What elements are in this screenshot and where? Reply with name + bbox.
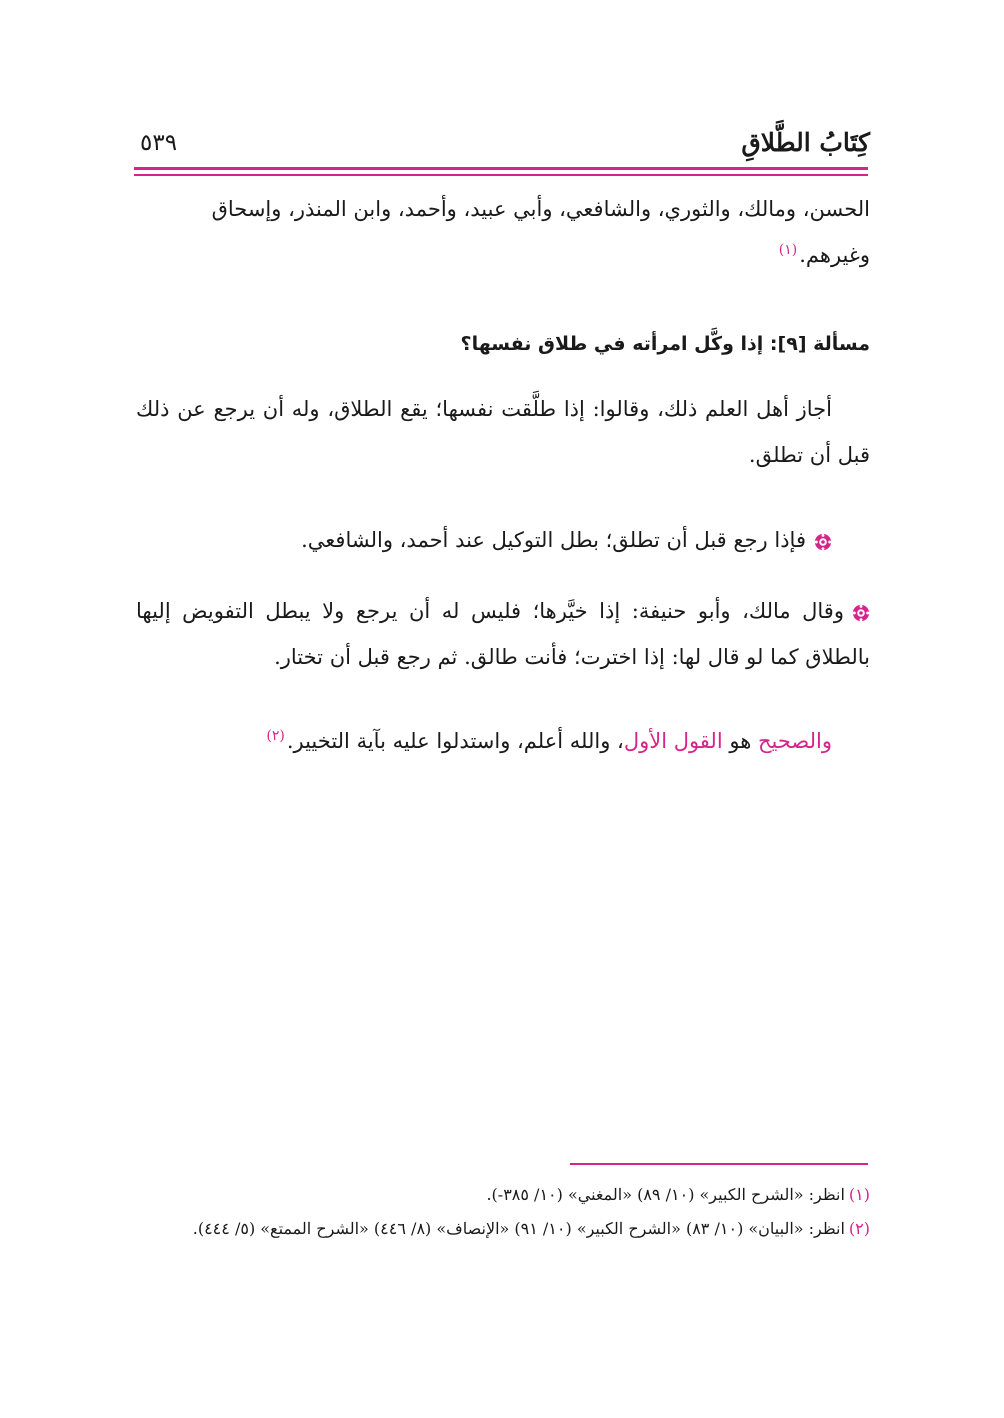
footnote-1-number: (١): [848, 1185, 870, 1204]
paragraph-5-text: وقال مالك، وأبو حنيفة: إذا خيَّرها؛ فليس له أن يرجع ولا يبطل التفويض إليها بالطلاق كما لو قال لها: إذا اخترت؛ فأنت طالق. ثم رجع قبل أن تختار.: [136, 599, 870, 669]
footnotes: [136, 1180, 870, 1248]
paragraph-4: [136, 517, 870, 563]
running-title: كِتَابُ الطَّلاقِ: [741, 128, 870, 157]
header-rule-thick: [134, 167, 868, 170]
footnote-1-text: انظر: «الشرح الكبير» (١٠/ ٨٩) «المغني» (١٠/ ٣٨٥-).: [486, 1185, 845, 1204]
highlight-first-opinion: القول الأول: [623, 729, 723, 753]
footnote-separator: [570, 1163, 868, 1165]
footnote-marker-1[interactable]: (١): [778, 242, 798, 258]
conclusion-rest: ، والله أعلم، واستدلوا عليه بآية التخيير.: [286, 729, 624, 753]
header-rule-thin: [134, 174, 868, 176]
flower-ornament-icon: [814, 533, 832, 551]
conclusion-line: [136, 718, 870, 764]
footnote-2: [136, 1214, 870, 1244]
conclusion-paragraph: [136, 718, 870, 764]
footnote-marker-2[interactable]: (٢): [266, 728, 285, 744]
conclusion-mid: هو: [722, 729, 758, 753]
paragraph-1-line-2: [136, 232, 870, 278]
footnote-1: [136, 1180, 870, 1210]
paragraph-1: [136, 186, 870, 278]
highlight-correct: والصحيح: [757, 729, 832, 753]
paragraph-5: [136, 588, 870, 680]
flower-ornament-icon: [852, 604, 870, 622]
issue-heading-text: مسألة [٩]: إذا وكَّل امرأته في طلاق نفسها؟: [460, 333, 870, 355]
paragraph-3: [136, 386, 870, 478]
paragraph-4-text: فإذا رجع قبل أن تطلق؛ بطل التوكيل عند أحمد، والشافعي.: [301, 528, 806, 552]
issue-heading: [136, 321, 870, 367]
paragraph-1-line-1: الحسن، ومالك، والثوري، والشافعي، وأبي عبيد، وأحمد، وابن المنذر، وإسحاق: [211, 197, 870, 221]
paragraph-1-line-2-text: وغيرهم.: [799, 243, 870, 267]
paragraph-4-line: [136, 517, 870, 563]
footnote-2-text: انظر: «البيان» (١٠/ ٨٣) «الشرح الكبير» (١٠/ ٩١) «الإنصاف» (٨/ ٤٤٦) «الشرح الممتع» (٥/ ٤٤٤).: [192, 1219, 845, 1238]
footnote-2-number: (٢): [848, 1219, 870, 1238]
paragraph-3-text: أجاز أهل العلم ذلك، وقالوا: إذا طلَّقت نفسها؛ يقع الطلاق، وله أن يرجع عن ذلك قبل أن تطلق.: [136, 397, 870, 467]
page-number: ٥٣٩: [140, 130, 178, 156]
paragraph-5-line: [136, 588, 870, 680]
